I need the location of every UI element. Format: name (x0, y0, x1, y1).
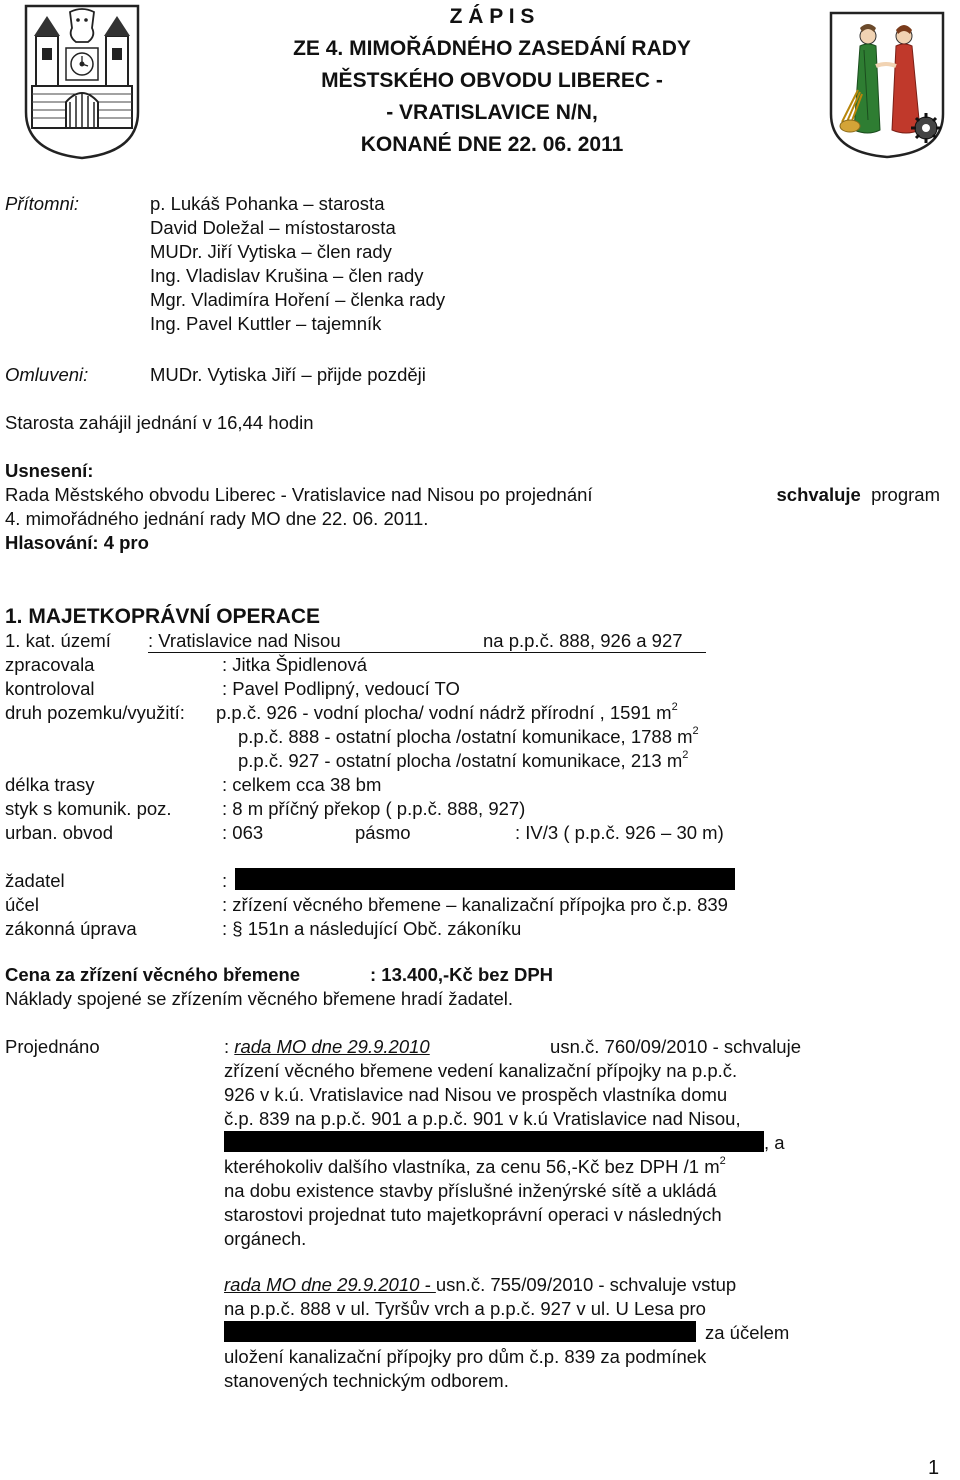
discussion-1-line-1: : rada MO dne 29.9.2010 usn.č. 760/09/2010 - schvaluje (224, 1036, 801, 1057)
attendee: Ing. Pavel Kuttler – tajemník (150, 313, 382, 334)
redacted-applicant (235, 868, 735, 890)
discussion-1-session: rada MO dne 29.9.2010 (234, 1036, 430, 1057)
excused-label: Omluveni: (5, 364, 89, 385)
resolution-text-b: program (871, 484, 940, 505)
vote-result: Hlasování: 4 pro (5, 532, 149, 553)
discussion-1-line-4: č.p. 839 na p.p.č. 901 a p.p.č. 901 v k.ú Vratislavice nad Nisou, (224, 1108, 741, 1129)
kat-value: : Vratislavice nad Nisou (148, 630, 341, 651)
attendee: Mgr. Vladimíra Hoření – členka rady (150, 289, 446, 310)
zakon-value: : § 151n a následující Obč. zákoníku (222, 918, 522, 939)
kontroloval-label: kontroloval (5, 678, 95, 699)
zakon-label: zákonná úprava (5, 918, 137, 939)
druh-label: druh pozemku/využití: (5, 702, 185, 723)
discussion-2-session: rada MO dne 29.9.2010 - (224, 1274, 436, 1295)
header-line-4: KONANÉ DNE 22. 06. 2011 (360, 133, 624, 156)
attendee: David Doležal – místostarosta (150, 217, 396, 238)
urban-label: urban. obvod (5, 822, 114, 843)
discussed-label: Projednáno (5, 1036, 100, 1057)
discussion-2-line-2: na p.p.č. 888 v ul. Tyršův vrch a p.p.č. 927 v ul. U Lesa pro (224, 1298, 706, 1319)
druh-line-1: p.p.č. 926 - vodní plocha/ vodní nádrž přírodní , 1591 $m^2$ (216, 700, 678, 723)
present-label: Přítomni: (5, 193, 80, 214)
ucel-value: : zřízení věcného břemene – kanalizační přípojka pro č.p. 839 (222, 894, 728, 915)
discussion-1-line-5-end: , a (764, 1132, 785, 1153)
zpracovala-value: : Jitka Špidlenová (222, 654, 368, 675)
discussion-2-line-5: stanovených technickým odborem. (224, 1370, 509, 1391)
urban-value: : 063 (222, 822, 264, 843)
document-title: Z Á P I S (449, 5, 535, 28)
discussion-2-line-3-end: za účelem (705, 1322, 790, 1343)
resolution-verb: schvaluje (776, 484, 861, 505)
druh-line-2: p.p.č. 888 - ostatní plocha /ostatní komunikace, 1788 $m^2$ (238, 724, 699, 747)
styk-value: : 8 m příčný překop ( p.p.č. 888, 927) (222, 798, 526, 819)
price-value: : 13.400,-Kč bez DPH (370, 964, 554, 985)
druh-line-3: p.p.č. 927 - ostatní plocha /ostatní komunikace, 213 $m^2$ (238, 748, 689, 771)
resolution-text-a: Rada Městského obvodu Liberec - Vratislavice nad Nisou po projednání (5, 484, 593, 505)
opening-statement: Starosta zahájil jednání v 16,44 hodin (5, 412, 314, 433)
header-line-3: - VRATISLAVICE N/N, (386, 101, 598, 124)
zadatel-colon: : (222, 870, 228, 891)
discussion-1-line-3: 926 v k.ú. Vratislavice nad Nisou ve prospěch vlastníka domu (224, 1084, 728, 1105)
zpracovala-label: zpracovala (5, 654, 95, 675)
ucel-label: účel (5, 894, 39, 915)
discussion-2-line-4: uložení kanalizační přípojky pro dům č.p. 839 za podmínek (224, 1346, 707, 1367)
pasmo-value: : IV/3 ( p.p.č. 926 – 30 m) (515, 822, 724, 843)
pasmo-label: pásmo (355, 822, 411, 843)
delka-value: : celkem cca 38 bm (222, 774, 382, 795)
kontroloval-value: : Pavel Podlipný, vedoucí TO (222, 678, 460, 699)
attendee: MUDr. Jiří Vytiska – člen rady (150, 241, 392, 262)
resolution-text (5, 486, 940, 505)
attendee: p. Lukáš Pohanka – starosta (150, 193, 385, 214)
zadatel-label: žadatel (5, 870, 65, 891)
discussion-1-line-6: kteréhokoliv dalšího vlastníka, za cenu 56,-Kč bez DPH /1 $m^2$ (224, 1154, 726, 1177)
kat-parcels: na p.p.č. 888, 926 a 927 (483, 630, 683, 651)
styk-label: styk s komunik. poz. (5, 798, 172, 819)
attendee: Ing. Vladislav Krušina – člen rady (150, 265, 424, 286)
redacted-owner (224, 1131, 764, 1152)
discussion-1-line-7: na dobu existence stavby příslušné inženýrské sítě a ukládá (224, 1180, 717, 1201)
page-number: 1 (928, 1457, 940, 1479)
header-line-1: ZE 4. MIMOŘÁDNÉHO ZASEDÁNÍ RADY (293, 37, 691, 60)
excused-member: MUDr. Vytiska Jiří – přijde později (150, 364, 426, 385)
discussion-2-line-1: rada MO dne 29.9.2010 - usn.č. 755/09/2010 - schvaluje vstup (224, 1274, 737, 1295)
redacted-owner-2 (224, 1321, 696, 1342)
section-heading: 1. MAJETKOPRÁVNÍ OPERACE (5, 605, 321, 628)
resolution-label: Usnesení: (5, 460, 94, 481)
kat-label: 1. kat. území (5, 630, 111, 651)
discussion-1-line-2: zřízení věcného břemene vedení kanalizační přípojky na p.p.č. (224, 1060, 738, 1081)
discussion-1-line-9: orgánech. (224, 1228, 307, 1249)
header-line-2: MĚSTSKÉHO OBVODU LIBEREC - (321, 69, 663, 92)
resolution-line-2: 4. mimořádného jednání rady MO dne 22. 06. 2011. (5, 508, 429, 529)
discussion-1-line-8: starostovi projednat tuto majetkoprávní operaci v následných (224, 1204, 722, 1225)
delka-label: délka trasy (5, 774, 95, 795)
costs-note: Náklady spojené se zřízením věcného břemene hradí žadatel. (5, 988, 514, 1009)
price-label: Cena za zřízení věcného břemene (5, 964, 301, 985)
